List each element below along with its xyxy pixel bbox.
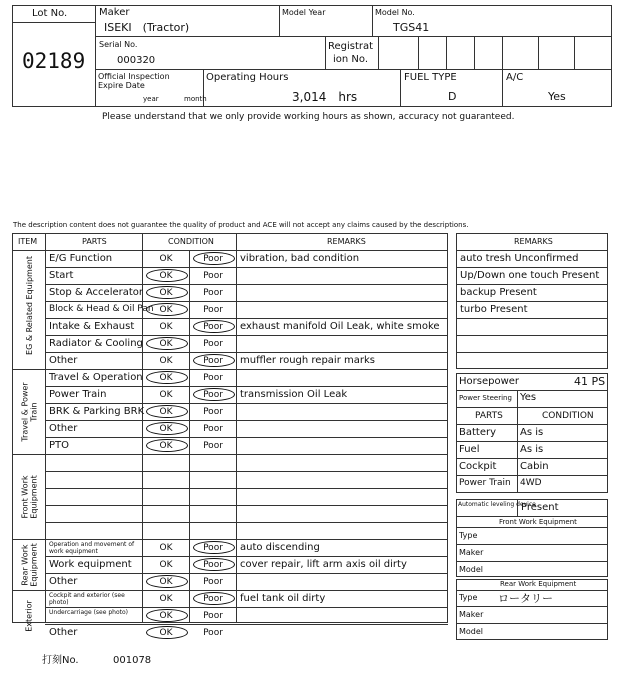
inspection-label-1: Official Inspection	[98, 72, 170, 81]
stamp-value: 001078	[113, 655, 152, 666]
horsepower-value: 41 PS	[574, 375, 606, 388]
poor-circle-mark	[193, 252, 235, 265]
serial-value: 000320	[117, 55, 156, 66]
side-part-condition: As is	[520, 444, 544, 455]
side-parts-header: PARTS	[475, 411, 503, 421]
ok-circle-mark	[146, 405, 188, 418]
rear-type-value: ロータリー	[498, 592, 553, 605]
horsepower-label: Horsepower	[459, 376, 520, 387]
poor-option: Poor	[203, 543, 223, 553]
poor-option: Poor	[203, 424, 223, 434]
ok-option: OK	[159, 560, 173, 570]
part-name: E/G Function	[49, 253, 113, 264]
fuel-type-label: FUEL TYPE	[404, 72, 457, 83]
side-condition-header: CONDITION	[542, 411, 594, 421]
part-name: Stop & Accelerator	[49, 287, 144, 298]
side-remark: auto tresh Unconfirmed	[460, 253, 579, 264]
poor-option: Poor	[203, 305, 223, 315]
month-label: month	[184, 95, 207, 103]
model-no-label: Model No.	[375, 8, 415, 17]
maker-value: ISEKI (Tractor)	[104, 21, 190, 34]
rear-work-title: Rear Work Equipment	[500, 580, 577, 588]
ok-option: OK	[159, 407, 173, 417]
side-part: Fuel	[459, 444, 480, 455]
ok-option: OK	[159, 271, 173, 281]
side-part: Cockpit	[459, 461, 497, 472]
rear-type-label: Type	[459, 593, 478, 602]
ok-option: OK	[159, 305, 173, 315]
part-name: BRK & Parking BRK	[49, 406, 145, 417]
poor-circle-mark	[193, 592, 235, 605]
stamp-label: 打刻No.	[42, 655, 79, 666]
remark-text: cover repair, lift arm axis oil dirty	[240, 559, 407, 570]
ok-option: OK	[159, 577, 173, 587]
remark-text: transmission Oil Leak	[240, 389, 348, 400]
header-item: ITEM	[18, 237, 38, 246]
disclaimer: The description content does not guarantee the quality of product and ACE will not accept any claims caused by the descriptions.	[13, 221, 469, 229]
ac-label: A/C	[506, 72, 524, 83]
section-label: Front Work Equipment	[20, 474, 38, 519]
poor-option: Poor	[203, 441, 223, 451]
front-maker-label: Maker	[459, 548, 484, 557]
poor-option: Poor	[203, 560, 223, 570]
poor-circle-mark	[193, 388, 235, 401]
remark-text: muffler rough repair marks	[240, 355, 375, 366]
part-name: Power Train	[49, 389, 107, 400]
side-part: Power Train	[459, 478, 511, 488]
poor-circle-mark	[193, 558, 235, 571]
side-part-condition: 4WD	[520, 478, 542, 488]
side-remark: turbo Present	[460, 304, 528, 315]
part-name: Operation and movement of work equipment	[49, 541, 135, 555]
ok-circle-mark	[146, 303, 188, 316]
hours-label: Operating Hours	[206, 72, 289, 83]
ok-circle-mark	[146, 439, 188, 452]
poor-option: Poor	[203, 577, 223, 587]
registration-label-1: Registrat	[328, 41, 374, 52]
ok-option: OK	[159, 288, 173, 298]
side-part: Battery	[459, 427, 497, 438]
poor-option: Poor	[203, 271, 223, 281]
poor-option: Poor	[203, 322, 223, 332]
part-name: Undercarriage (see photo)	[49, 609, 128, 616]
serial-label: Serial No.	[99, 40, 138, 49]
auto-leveling-label: Automatic leveling device	[458, 501, 536, 508]
front-model-label: Model	[459, 565, 484, 574]
remark-text: auto discending	[240, 542, 320, 553]
header-remarks: REMARKS	[327, 237, 366, 246]
part-name: Intake & Exhaust	[49, 321, 135, 332]
poor-option: Poor	[203, 407, 223, 417]
ok-option: OK	[159, 373, 173, 383]
ok-circle-mark	[146, 575, 188, 588]
part-name: Start	[49, 270, 74, 281]
front-type-label: Type	[459, 531, 478, 540]
part-name: PTO	[49, 440, 70, 451]
remark-text: vibration, bad condition	[240, 253, 360, 264]
ok-option: OK	[159, 322, 173, 332]
side-remark: Up/Down one touch Present	[460, 270, 600, 281]
part-name: Other	[49, 576, 78, 587]
ok-option: OK	[159, 356, 173, 366]
part-name: Other	[49, 355, 78, 366]
ok-circle-mark	[146, 371, 188, 384]
ok-option: OK	[159, 594, 173, 604]
ok-option: OK	[159, 254, 173, 264]
poor-option: Poor	[203, 288, 223, 298]
poor-circle-mark	[193, 354, 235, 367]
model-no-value: TGS41	[393, 21, 430, 34]
ok-option: OK	[159, 424, 173, 434]
section-label: Travel & Power Train	[20, 381, 38, 442]
poor-option: Poor	[203, 373, 223, 383]
inspection-label-2: Expire Date	[98, 81, 145, 90]
hours-value: 3,014 hrs	[292, 90, 358, 104]
poor-option: Poor	[203, 356, 223, 366]
poor-circle-mark	[193, 541, 235, 554]
poor-option: Poor	[203, 339, 223, 349]
lot-number: 02189	[22, 49, 86, 73]
ok-option: OK	[159, 543, 173, 553]
remark-text: exhaust manifold Oil Leak, white smoke	[240, 321, 440, 332]
part-name: Other	[49, 423, 78, 434]
lot-label: Lot No.	[32, 8, 68, 19]
part-name: Work equipment	[49, 559, 132, 570]
header-parts: PARTS	[82, 237, 107, 246]
side-remarks-header: REMARKS	[514, 237, 553, 246]
section-label: EG & Related Equipment	[24, 255, 34, 355]
header-condition: CONDITION	[168, 237, 214, 246]
side-remark: backup Present	[460, 287, 537, 298]
rear-model-label: Model	[459, 627, 484, 636]
ok-circle-mark	[146, 422, 188, 435]
part-name: Cockpit and exterior (see photo)	[49, 592, 125, 606]
fuel-type-value: D	[448, 90, 457, 103]
poor-option: Poor	[203, 594, 223, 604]
side-part-condition: Cabin	[520, 461, 549, 472]
ok-circle-mark	[146, 337, 188, 350]
ok-circle-mark	[146, 626, 188, 639]
ok-option: OK	[159, 628, 173, 638]
poor-option: Poor	[203, 628, 223, 638]
front-work-title: Front Work Equipment	[499, 518, 577, 526]
poor-option: Poor	[203, 611, 223, 621]
ok-option: OK	[159, 339, 173, 349]
ok-circle-mark	[146, 609, 188, 622]
power-steering-label: Power Steering	[459, 394, 512, 402]
part-name: Travel & Operation	[49, 372, 143, 383]
section-label: Rear Work Equipment	[20, 542, 38, 587]
poor-circle-mark	[193, 320, 235, 333]
part-name: Other	[49, 627, 78, 638]
model-year-label: Model Year	[282, 8, 326, 17]
side-part-condition: As is	[520, 427, 544, 438]
remark-text: fuel tank oil dirty	[240, 593, 326, 604]
poor-option: Poor	[203, 254, 223, 264]
ok-option: OK	[159, 441, 173, 451]
part-name: Radiator & Cooling	[49, 338, 143, 349]
maker-label: Maker	[99, 7, 130, 18]
ac-value: Yes	[548, 90, 566, 103]
poor-option: Poor	[203, 390, 223, 400]
ok-circle-mark	[146, 286, 188, 299]
rear-maker-label: Maker	[459, 610, 484, 619]
ok-option: OK	[159, 611, 173, 621]
ok-option: OK	[159, 390, 173, 400]
part-name: Block & Head & Oil Pan	[49, 304, 154, 314]
year-label: year	[143, 95, 159, 103]
power-steering-value: Yes	[520, 392, 537, 403]
section-label: Exterior	[24, 599, 33, 632]
hours-notice: Please understand that we only provide working hours as shown, accuracy not guaranteed.	[102, 112, 515, 122]
auto-leveling-value: Present	[521, 502, 559, 513]
ok-circle-mark	[146, 269, 188, 282]
registration-label-2: ion No.	[333, 54, 369, 65]
